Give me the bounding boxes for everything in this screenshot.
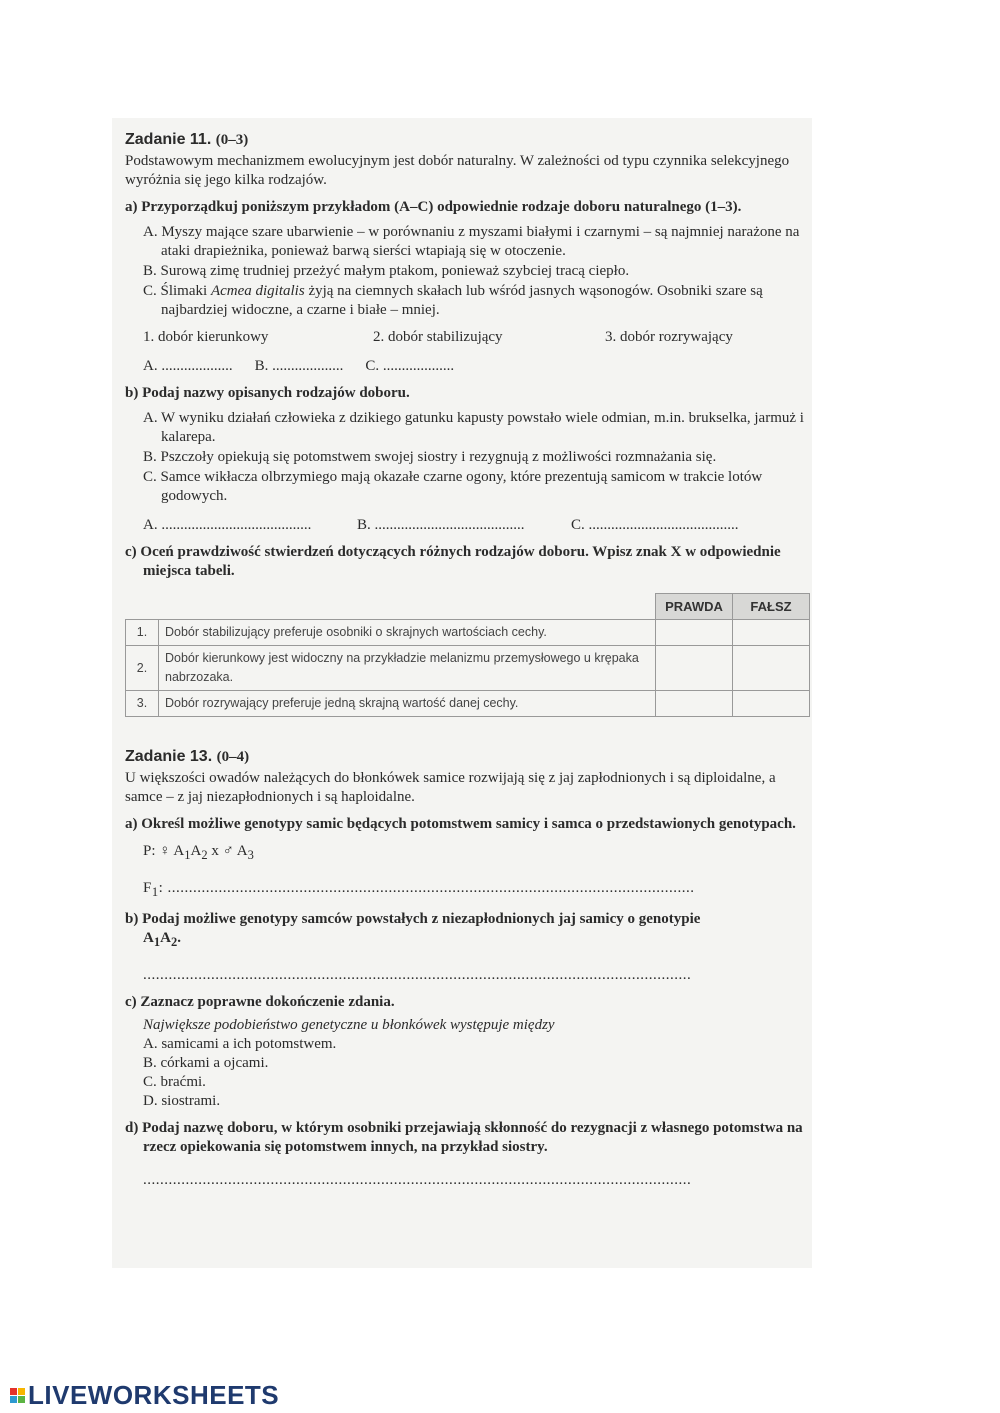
task-11a-example-c: C. Ślimaki Acmea digitalis żyją na ciemnych skałach lub wśród jasnych wąsonogów. Osobniki szare są najbardziej widoczne, a czarne i białe – mniej.	[143, 283, 763, 318]
row-number: 2.	[126, 646, 159, 691]
table-header-row	[126, 594, 810, 620]
statement-text: Dobór stabilizujący preferuje osobniki o skrajnych wartościach cechy.	[159, 620, 656, 646]
selection-type-2: 2. dobór stabilizujący	[373, 329, 503, 345]
task-13	[125, 747, 810, 1190]
task-11a-examples	[125, 223, 810, 320]
task-13-heading	[125, 747, 810, 767]
task-11b-answer-b[interactable]: B. ........................................	[357, 517, 525, 533]
task-13-points: (0–4)	[216, 749, 250, 765]
col-header-true: PRAWDA	[656, 594, 733, 620]
task-11b-example-a: A. W wyniku działań człowieka z dzikiego gatunku kapusty powstało wiele odmian, m.in. brukselka, jarmuż i kalarepa.	[143, 410, 804, 445]
task-11b-answer-row	[125, 516, 810, 535]
task-13d-question: d) Podaj nazwę doboru, w którym osobniki przejawiają skłonność do rezygnacji z własnego potomstwa na rzecz opiekowania się potomstwem innych, na przykład siostry.	[125, 1120, 803, 1155]
task-13d-answer-line[interactable]: .................................................................................................................................	[143, 1172, 692, 1188]
task-11b-examples	[125, 409, 810, 506]
statement-text: Dobór rozrywający preferuje jedną skrajną wartość danej cechy.	[159, 691, 656, 717]
logo-text: LIVEWORKSHEETS	[28, 1380, 280, 1410]
col-header-false: FAŁSZ	[733, 594, 810, 620]
task-11a-answer-row	[125, 357, 810, 376]
task-11a-question: a) Przyporządkuj poniższym przykładom (A–C) odpowiednie rodzaje doboru naturalnego (1–3).	[125, 199, 742, 215]
task-11a-example-b: B. Surową zimę trudniej przeżyć małym ptakom, ponieważ szybciej tracą ciepło.	[143, 263, 630, 279]
row-number: 1.	[126, 620, 159, 646]
task-13b-answer-line[interactable]: .................................................................................................................................	[143, 967, 692, 983]
task-11a-example-a: A. Myszy mające szare ubarwienie – w porównaniu z myszami białymi i czarnymi – są najmniej narażone na ataki drapieżnika, ponieważ barwą sierści wtapiają się w otoczenie.	[143, 224, 800, 259]
option-c[interactable]: C. braćmi.	[143, 1074, 206, 1090]
task-11a-answer-a[interactable]: A. ...................	[143, 358, 233, 374]
task-11b-answer-c[interactable]: C. ........................................	[571, 517, 739, 533]
row-number: 3.	[126, 691, 159, 717]
task-13c-stem: Największe podobieństwo genetyczne u błonkówek występuje między	[143, 1017, 555, 1033]
task-11b-question: b) Podaj nazwy opisanych rodzajów doboru.	[125, 385, 410, 401]
f1-answer-line[interactable]: $F_1$: ............................................................................................................................	[143, 880, 695, 899]
task-11-points: (0–3)	[215, 132, 249, 148]
task-11a-answer-b[interactable]: B. ...................	[254, 358, 344, 374]
task-13-title: Zadanie 13.	[125, 748, 213, 765]
selection-type-1: 1. dobór kierunkowy	[143, 329, 269, 345]
task-11c-question: c) Oceń prawdziwość stwierdzeń dotyczących różnych rodzajów doboru. Wpisz znak X w odpowiednie miejsca tabeli.	[125, 544, 781, 579]
table-row	[126, 691, 810, 717]
false-cell[interactable]	[733, 620, 810, 646]
liveworksheets-logo	[10, 1380, 279, 1411]
worksheet-content	[125, 130, 810, 1190]
true-cell[interactable]	[656, 620, 733, 646]
task-11-title: Zadanie 11.	[125, 131, 212, 148]
true-cell[interactable]	[656, 646, 733, 691]
task-13a-question: a) Określ możliwe genotypy samic będących potomstwem samicy i samca o przedstawionych genotypach.	[125, 816, 796, 832]
selection-types-list	[125, 328, 810, 347]
parent-genotypes: P: ♀ $A_1A_2$ x ♂ $A_3$	[143, 843, 254, 862]
task-13b-question: b) Podaj możliwe genotypy samców powstałych z niezapłodnionych jaj samicy o genotypie $A_1A_2$.	[125, 911, 701, 949]
task-13c-question: c) Zaznacz poprawne dokończenie zdania.	[125, 994, 395, 1010]
task-11b-answer-a[interactable]: A. ........................................	[143, 517, 312, 533]
task-11-heading	[125, 130, 810, 150]
task-11b-example-c: C. Samce wikłacza olbrzymiego mają okazałe czarne ogony, które prezentują samicom w trakcie lotów godowych.	[143, 469, 763, 504]
task-13c-options	[125, 1016, 810, 1111]
option-b[interactable]: B. córkami a ojcami.	[143, 1055, 269, 1071]
task-11b-example-b: B. Pszczoły opiekują się potomstwem swojej siostry i rezygnują z możliwości rozmnażania się.	[143, 449, 717, 465]
false-cell[interactable]	[733, 691, 810, 717]
true-cell[interactable]	[656, 691, 733, 717]
false-cell[interactable]	[733, 646, 810, 691]
option-d[interactable]: D. siostrami.	[143, 1093, 221, 1109]
true-false-table	[125, 593, 810, 717]
task-11	[125, 130, 810, 717]
task-11-intro: Podstawowym mechanizmem ewolucyjnym jest dobór naturalny. W zależności od typu czynnika selekcyjnego wyróżnia się jego kilka rodzajów.	[125, 153, 790, 188]
table-row	[126, 620, 810, 646]
task-13-intro: U większości owadów należących do błonkówek samice rozwijają się z jaj zapłodnionych i są diploidalne, a samce – z jaj niezapłodnionych i są haploidalne.	[125, 770, 776, 805]
statement-text: Dobór kierunkowy jest widoczny na przykładzie melanizmu przemysłowego u krępaka nabrzozaka.	[159, 646, 656, 691]
logo-blocks-icon	[10, 1388, 25, 1403]
option-a[interactable]: A. samicami a ich potomstwem.	[143, 1036, 337, 1052]
selection-type-3: 3. dobór rozrywający	[605, 329, 733, 345]
task-11a-answer-c[interactable]: C. ...................	[365, 358, 455, 374]
table-row	[126, 646, 810, 691]
